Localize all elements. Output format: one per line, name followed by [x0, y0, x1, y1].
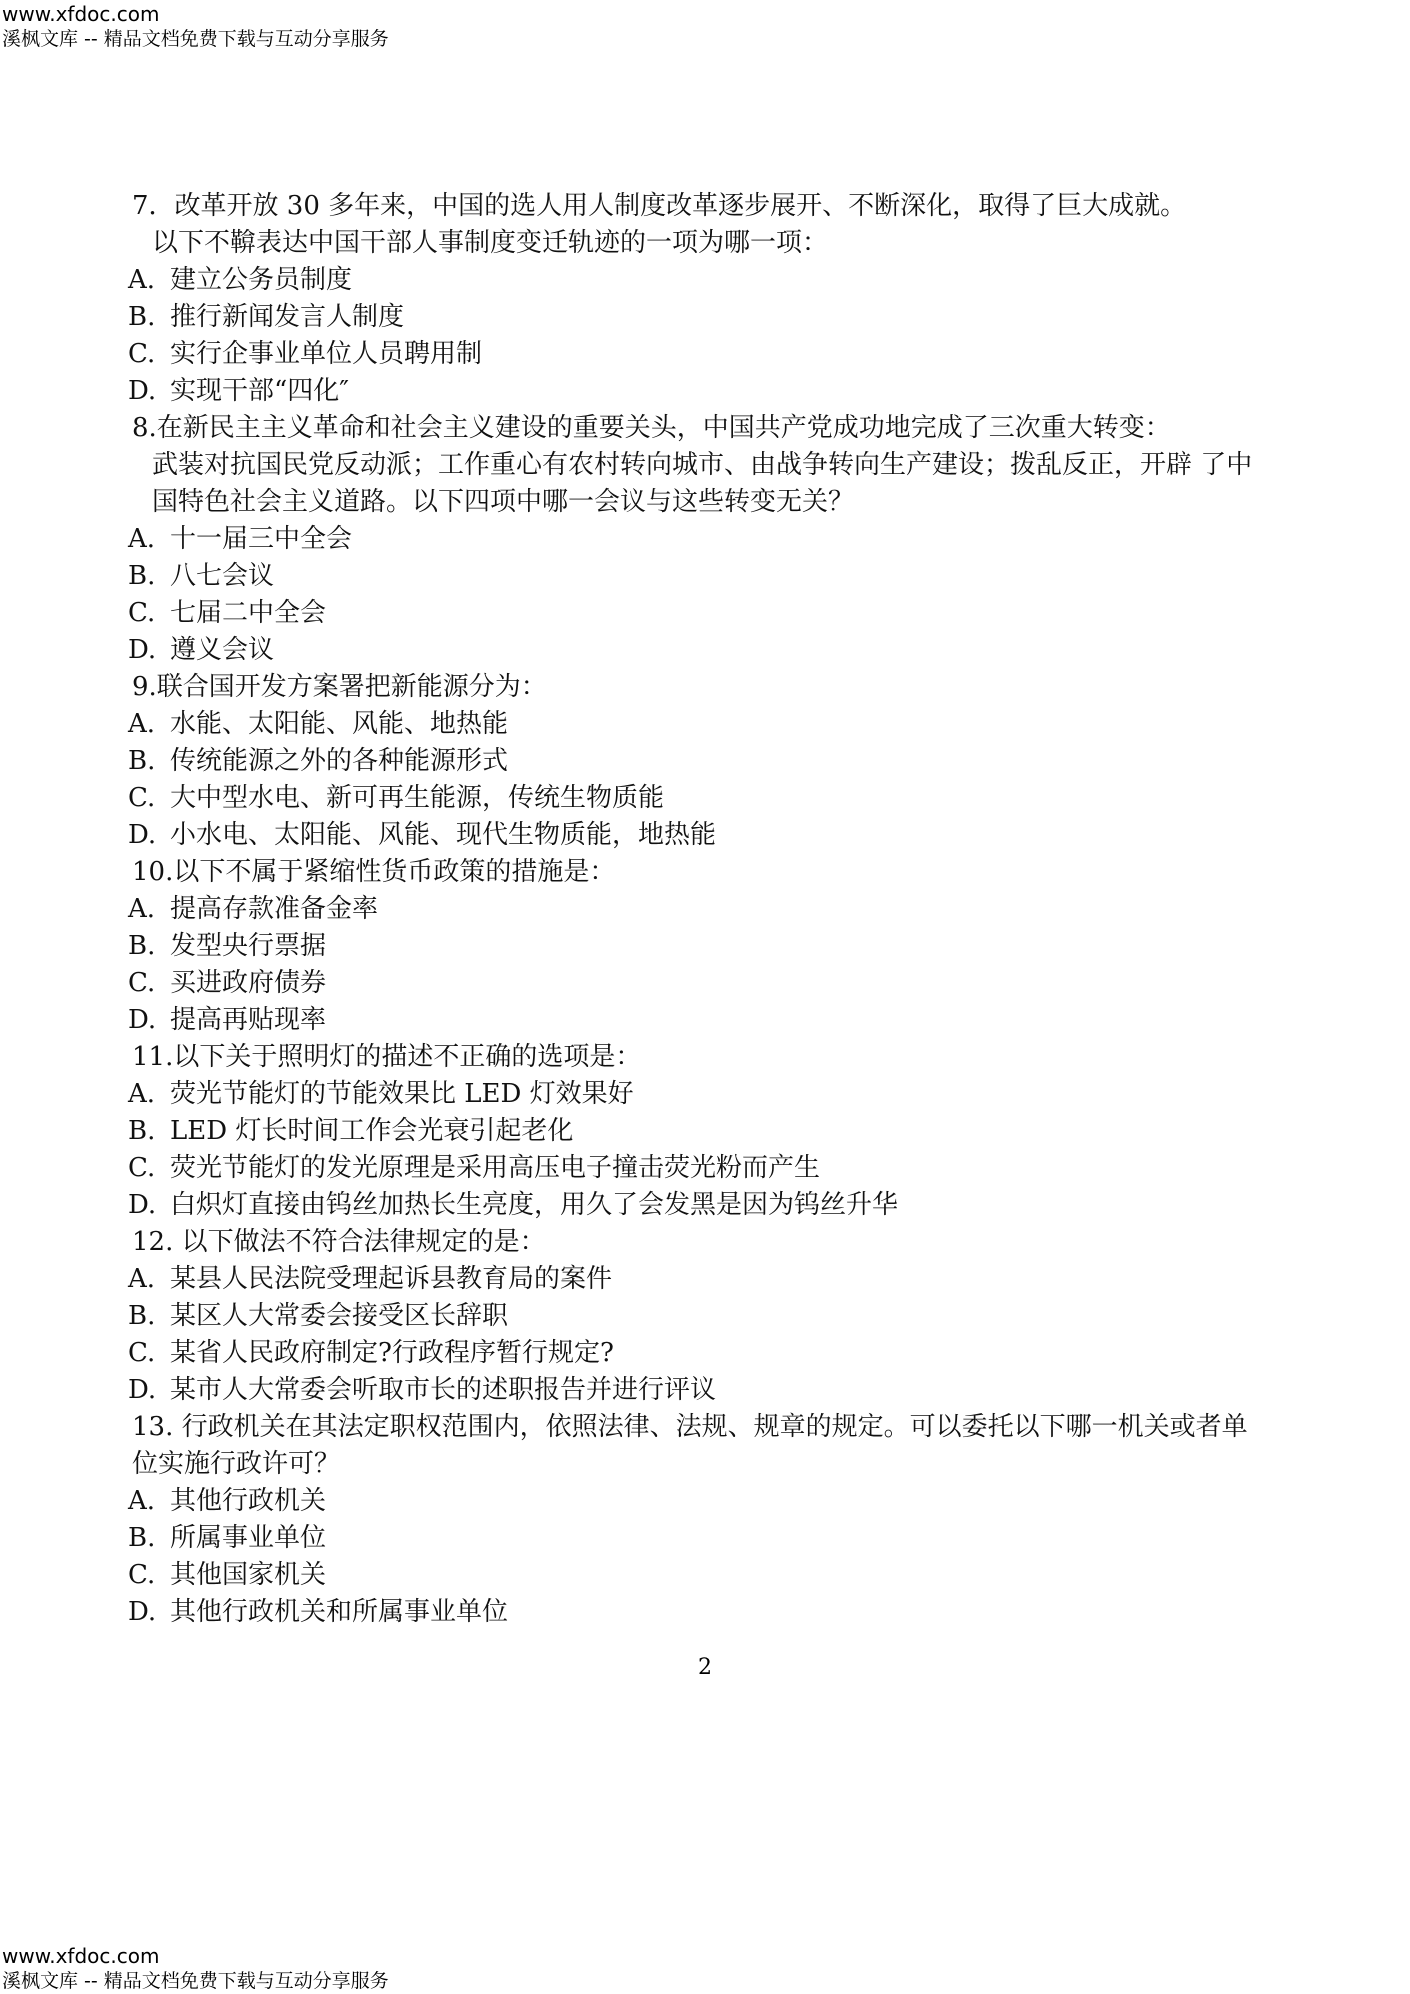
option-key: C. — [128, 598, 156, 628]
question-stem-line: 8.在新民主主义革命和社会主义建设的重要关头，中国共产党成功地完成了三次重大转变： — [132, 413, 1171, 443]
option-c — [128, 780, 1268, 817]
option-key: B. — [128, 1523, 156, 1553]
option-c — [128, 965, 1268, 1002]
option-d — [128, 1187, 1268, 1224]
question-stem — [128, 1224, 1268, 1261]
option-key: C. — [128, 1153, 156, 1183]
option-key: A. — [128, 709, 156, 739]
option-text: 小水电、太阳能、风能、现代生物质能，地热能 — [170, 820, 717, 850]
option-text: 买进政府债券 — [170, 968, 327, 998]
question-stem-line: 11.以下关于照明灯的描述不正确的选项是： — [132, 1042, 642, 1072]
question-11 — [128, 1039, 1268, 1224]
option-a — [128, 1076, 1268, 1113]
option-c — [128, 595, 1268, 632]
option-text: 其他国家机关 — [170, 1560, 327, 1590]
option-key: C. — [128, 783, 156, 813]
option-key: A. — [128, 265, 156, 295]
option-key: D. — [128, 635, 157, 665]
page-number: 2 — [698, 1655, 712, 1680]
question-stem — [128, 1039, 1268, 1076]
option-b — [128, 558, 1268, 595]
question-stem-line: 以下不鞥表达中国干部人事制度变迁轨迹的一项为哪一项： — [152, 228, 829, 258]
option-a — [128, 706, 1268, 743]
option-c — [128, 1335, 1268, 1372]
option-c — [128, 336, 1268, 373]
option-key: C. — [128, 968, 156, 998]
option-key: D. — [128, 1190, 157, 1220]
option-key: A. — [128, 894, 156, 924]
question-stem-line: 武装对抗国民党反动派；工作重心有农村转向城市、由战争转向生产建设；拨乱反正，开辟 了中国特色社会主义道路。以下四项中哪一会议与这些转变无关？ — [152, 450, 1253, 517]
question-stem — [128, 410, 1268, 521]
option-key: D. — [128, 1005, 157, 1035]
option-text: 所属事业单位 — [170, 1523, 327, 1553]
option-text: 发型央行票据 — [170, 931, 327, 961]
option-b — [128, 1113, 1268, 1150]
option-key: A. — [128, 1264, 156, 1294]
option-text: LED 灯长时间工作会光衰引起老化 — [170, 1116, 574, 1146]
option-a — [128, 1261, 1268, 1298]
option-text: 其他行政机关和所属事业单位 — [170, 1597, 509, 1627]
question-stem-line: 9.联合国开发方案署把新能源分为： — [132, 672, 547, 702]
option-key: B. — [128, 1301, 156, 1331]
option-b — [128, 299, 1268, 336]
option-key: B. — [128, 1116, 156, 1146]
question-stem — [128, 669, 1268, 706]
question-13 — [128, 1409, 1268, 1631]
question-7 — [128, 188, 1268, 410]
option-text: 遵义会议 — [170, 635, 275, 665]
option-d — [128, 1594, 1268, 1631]
option-text: 实行企事业单位人员聘用制 — [170, 339, 483, 369]
option-a — [128, 521, 1268, 558]
option-c — [128, 1150, 1268, 1187]
option-a — [128, 891, 1268, 928]
option-d — [128, 373, 1268, 410]
page-footer — [2, 1944, 389, 1994]
option-a — [128, 1483, 1268, 1520]
option-key: D. — [128, 1375, 157, 1405]
option-text: 实现干部“四化″ — [170, 376, 350, 406]
option-b — [128, 743, 1268, 780]
option-d — [128, 632, 1268, 669]
option-key: D. — [128, 376, 157, 406]
option-text: 建立公务员制度 — [170, 265, 353, 295]
option-b — [128, 928, 1268, 965]
options-list — [128, 891, 1268, 1039]
option-key: A. — [128, 1079, 156, 1109]
page-header — [2, 2, 389, 52]
question-stem-line: 10.以下不属于紧缩性货币政策的措施是： — [132, 857, 616, 887]
option-text: 白炽灯直接由钨丝加热长生亮度，用久了会发黑是因为钨丝升华 — [170, 1190, 899, 1220]
options-list — [128, 1261, 1268, 1409]
option-key: D. — [128, 1597, 157, 1627]
option-text: 某区人大常委会接受区长辞职 — [170, 1301, 509, 1331]
option-text: 某县人民法院受理起诉县教育局的案件 — [170, 1264, 613, 1294]
option-text: 传统能源之外的各种能源形式 — [170, 746, 509, 776]
option-key: C. — [128, 339, 156, 369]
footer-url[interactable]: www.xfdoc.com — [2, 1944, 160, 1968]
option-key: B. — [128, 302, 156, 332]
option-key: C. — [128, 1338, 156, 1368]
document-body — [128, 188, 1268, 1631]
options-list — [128, 1483, 1268, 1631]
option-d — [128, 1372, 1268, 1409]
options-list — [128, 521, 1268, 669]
question-stem-line: 7．改革开放 30 多年来，中国的选人用人制度改革逐步展开、不断深化，取得了巨大成就。 — [132, 191, 1187, 221]
option-b — [128, 1520, 1268, 1557]
option-text: 推行新闻发言人制度 — [170, 302, 405, 332]
option-text: 提高再贴现率 — [170, 1005, 327, 1035]
options-list — [128, 262, 1268, 410]
question-stem — [128, 1409, 1268, 1483]
footer-tagline: 溪枫文库 -- 精品文档免费下载与互动分享服务 — [2, 1970, 389, 1992]
question-stem — [128, 854, 1268, 891]
option-key: A. — [128, 1486, 156, 1516]
option-a — [128, 262, 1268, 299]
options-list — [128, 706, 1268, 854]
option-text: 某省人民政府制定?行政程序暂行规定? — [170, 1338, 614, 1368]
option-text: 十一届三中全会 — [170, 524, 353, 554]
option-c — [128, 1557, 1268, 1594]
option-key: B. — [128, 561, 156, 591]
question-9 — [128, 669, 1268, 854]
option-key: B. — [128, 746, 156, 776]
option-b — [128, 1298, 1268, 1335]
question-stem-line: 12. 以下做法不符合法律规定的是： — [132, 1227, 546, 1257]
option-key: D. — [128, 820, 157, 850]
question-stem — [128, 188, 1268, 262]
option-key: B. — [128, 931, 156, 961]
question-10 — [128, 854, 1268, 1039]
header-url[interactable]: www.xfdoc.com — [2, 2, 160, 26]
option-text: 七届二中全会 — [170, 598, 327, 628]
option-text: 水能、太阳能、风能、地热能 — [170, 709, 509, 739]
option-text: 提高存款准备金率 — [170, 894, 379, 924]
option-key: A. — [128, 524, 156, 554]
option-text: 八七会议 — [170, 561, 275, 591]
option-text: 荧光节能灯的发光原理是采用高压电子撞击荧光粉而产生 — [170, 1153, 821, 1183]
header-tagline: 溪枫文库 -- 精品文档免费下载与互动分享服务 — [2, 28, 389, 50]
option-text: 荧光节能灯的节能效果比 LED 灯效果好 — [170, 1079, 634, 1109]
question-8 — [128, 410, 1268, 669]
option-d — [128, 1002, 1268, 1039]
option-text: 其他行政机关 — [170, 1486, 327, 1516]
option-key: C. — [128, 1560, 156, 1590]
options-list — [128, 1076, 1268, 1224]
option-d — [128, 817, 1268, 854]
question-stem-line: 13. 行政机关在其法定职权范围内，依照法律、法规、规章的规定。可以委托以下哪一机关或者单位实施行政许可？ — [132, 1412, 1248, 1479]
option-text: 某市人大常委会听取市长的述职报告并进行评议 — [170, 1375, 717, 1405]
option-text: 大中型水电、新可再生能源，传统生物质能 — [170, 783, 665, 813]
question-12 — [128, 1224, 1268, 1409]
